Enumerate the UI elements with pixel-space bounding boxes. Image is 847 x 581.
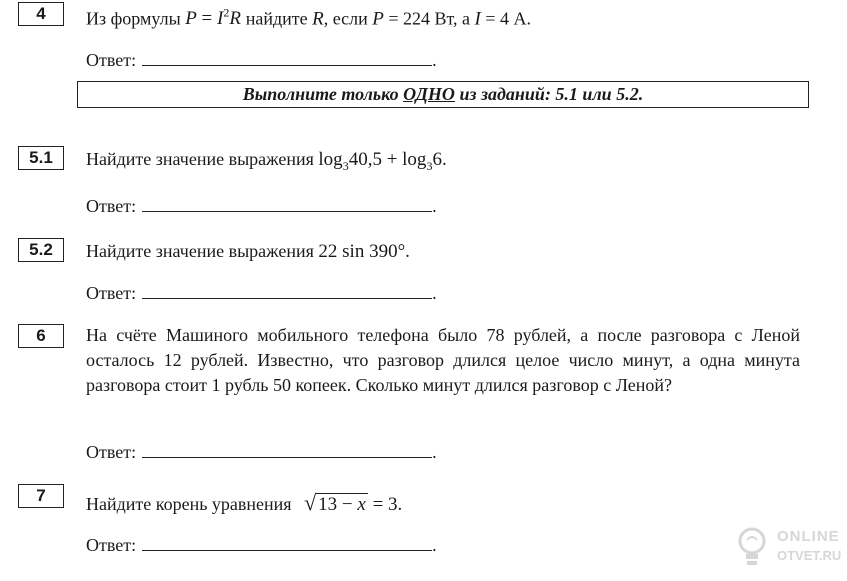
answer-7 — [86, 534, 437, 556]
answer-end: . — [432, 442, 437, 462]
formula-resistance: R — [229, 8, 241, 30]
current-unit: А. — [513, 8, 532, 29]
answer-6 — [86, 441, 437, 463]
formula-lhs: P — [185, 8, 197, 30]
answer-label: Ответ: — [86, 50, 137, 70]
answer-end: . — [432, 50, 437, 70]
answer-label: Ответ: — [86, 535, 137, 555]
answer-label: Ответ: — [86, 283, 137, 303]
task-5-1-text: Найдите значение выражения — [86, 149, 314, 169]
watermark-top: ONLINE — [777, 528, 840, 545]
log-2-base: 3 — [426, 158, 433, 173]
choice-banner-before: Выполните только — [242, 84, 404, 104]
current-var: I — [474, 8, 481, 30]
log-2: log — [402, 149, 427, 170]
task-7-text: Найдите корень уравнения — [86, 494, 292, 514]
log-1-arg: 40,5 + — [348, 149, 398, 170]
answer-input-6[interactable] — [142, 441, 432, 458]
task-5-2-question — [86, 241, 410, 263]
log-expression — [318, 149, 447, 173]
sqrt-equation — [304, 490, 403, 515]
task-number-4: 4 — [18, 2, 64, 26]
task-4-prefix: Из формулы — [86, 8, 181, 29]
radicand-number: 13 − — [318, 494, 353, 515]
power-unit: Вт, а — [434, 8, 471, 29]
watermark — [735, 520, 840, 572]
current-value: = 4 — [485, 8, 510, 29]
formula-eq: = — [201, 8, 213, 30]
answer-label: Ответ: — [86, 196, 137, 216]
task-number-5-1: 5.1 — [18, 146, 64, 170]
log-end: . — [441, 149, 447, 170]
power-var: P — [372, 8, 384, 30]
task-6-text: На счёте Машиного мобильного телефона было 78 рублей, а после разговора с Леной осталось 12 рублей. Известно, что разговор длился целое число минут, а одна минута разговора стоит 1 рубль 50 копеек. Сколько минут длился разговор с Леной? — [86, 325, 800, 395]
answer-end: . — [432, 535, 437, 555]
task-5-1-question — [86, 149, 447, 174]
answer-5-2 — [86, 282, 437, 304]
answer-4 — [86, 49, 437, 71]
answer-input-5-1[interactable] — [142, 195, 432, 212]
answer-input-7[interactable] — [142, 534, 432, 551]
answer-end: . — [432, 283, 437, 303]
task-number-7: 7 — [18, 484, 64, 508]
formula-exponent: 2 — [223, 6, 230, 20]
sqrt-radicand — [316, 493, 368, 515]
answer-input-4[interactable] — [142, 49, 432, 66]
sqrt-sign: √ — [304, 490, 317, 515]
task-5-2-text: Найдите значение выражения — [86, 241, 314, 261]
formula-current: I — [217, 8, 224, 30]
choice-banner-emphasis: ОДНО — [403, 84, 455, 104]
power-value: = 224 — [388, 8, 431, 29]
sin-expression: 22 sin 390°. — [318, 241, 410, 262]
task-4-find-var: R — [312, 8, 324, 30]
task-4-middle: найдите — [245, 8, 308, 29]
answer-input-5-2[interactable] — [142, 282, 432, 299]
task-number-5-2: 5.2 — [18, 238, 64, 262]
answer-label: Ответ: — [86, 442, 137, 462]
formula — [185, 8, 246, 29]
log-2-arg: 6 — [432, 149, 442, 170]
choice-banner — [77, 81, 809, 108]
log-1-base: 3 — [342, 158, 349, 173]
task-4-cond: , если — [323, 8, 368, 29]
radicand-var: x — [357, 494, 366, 515]
watermark-bottom: OTVET.RU — [777, 548, 842, 563]
task-4-question — [86, 6, 531, 30]
choice-banner-after: из заданий: 5.1 или 5.2. — [454, 84, 644, 104]
log-1: log — [318, 149, 343, 170]
task-number-6: 6 — [18, 324, 64, 348]
answer-end: . — [432, 196, 437, 216]
lightbulb-icon — [735, 526, 769, 568]
answer-5-1 — [86, 195, 437, 217]
equation-rhs: = 3. — [372, 494, 403, 515]
task-7-question — [86, 490, 402, 516]
